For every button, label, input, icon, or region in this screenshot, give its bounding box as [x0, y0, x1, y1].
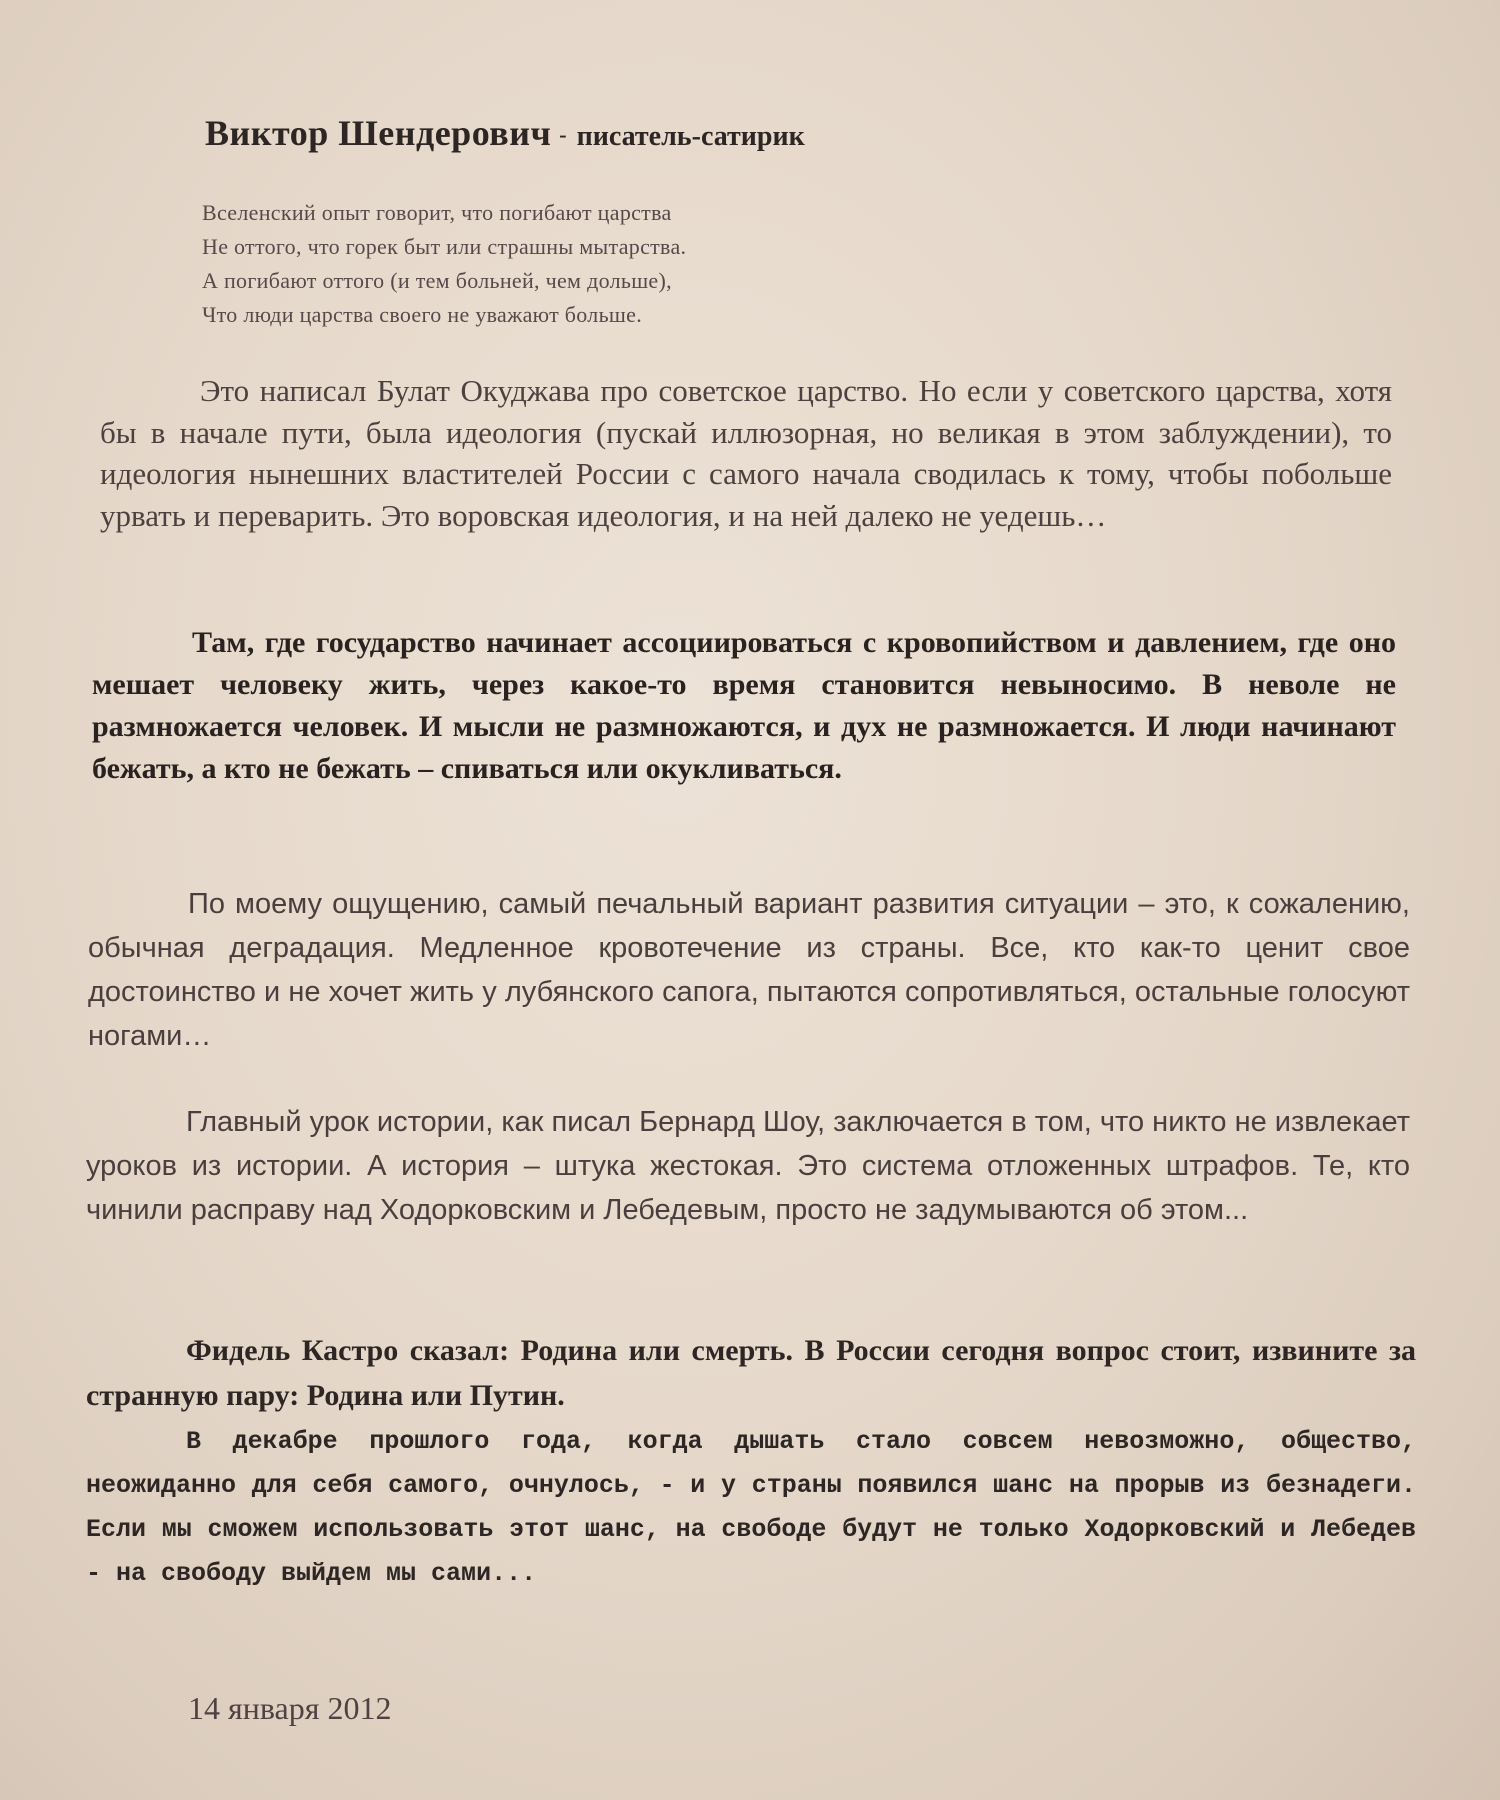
poem-line: Что люди царства своего не уважают больше.: [202, 302, 643, 327]
poem-line: Вселенский опыт говорит, что погибают царства: [202, 200, 672, 225]
title-separator: -: [559, 122, 567, 147]
author-role: писатель-сатирик: [576, 121, 805, 152]
author-name: Виктор Шендерович: [205, 113, 552, 153]
paragraph-degradation: По моему ощущению, самый печальный вариант развития ситуации – это, к сожалению, обычная деградация. Медленное кровотечение из страны. Все, кто как-то ценит свое достоинство и не хочет жить у лубянского сапога, пытаются сопротивляться, остальные голосуют ногами…: [88, 888, 1410, 1052]
page-title: [205, 112, 805, 154]
paragraph-okudzhava: Это написал Булат Окуджава про советское царство. Но если у советского царства, хотя бы в начале пути, была идеология (пускай иллюзорная, но великая в этом заблуждении), то идеология нынешних властителей России с самого начала сводилась к тому, чтобы побольше урвать и переварить. Это воровская идеология, и на ней далеко не уедешь…: [100, 373, 1392, 533]
epigraph-poem: [202, 196, 686, 332]
paragraph-state-bold: Там, где государство начинает ассоциироваться с кровопийством и давлением, где оно мешает человеку жить, через какое-то время становится невыносимо. В неволе не размножается человек. И мысли не размножаются, и дух не размножается. И люди начинают бежать, а кто не бежать – спиваться или окукливаться.: [92, 626, 1396, 785]
paragraph-fidel-castro: Фидель Кастро сказал: Родина или смерть. В России сегодня вопрос стоит, извините за странную пару: Родина или Путин.: [86, 1334, 1416, 1412]
paragraph-history-lesson: Главный урок истории, как писал Бернард Шоу, заключается в том, что никто не извлекает уроков из истории. А история – штука жестокая. Это система отложенных штрафов. Те, кто чинили расправу над Ходорковским и Лебедевым, просто не задумываются об этом...: [86, 1106, 1410, 1226]
document-date: 14 января 2012: [188, 1690, 392, 1726]
paragraph-december: В декабре прошлого года, когда дышать стало совсем невозможно, общество, неожиданно для себя самого, очнулось, - и у страны появился шанс на прорыв из безнадеги. Если мы сможем использовать этот шанс, на свободе будут не только Ходорковский и Лебедев - на свободу выйдем мы сами...: [86, 1427, 1416, 1588]
poem-line: Не оттого, что горек быт или страшны мытарства.: [202, 234, 687, 259]
poem-line: А погибают оттого (и тем больней, чем дольше),: [202, 268, 672, 293]
